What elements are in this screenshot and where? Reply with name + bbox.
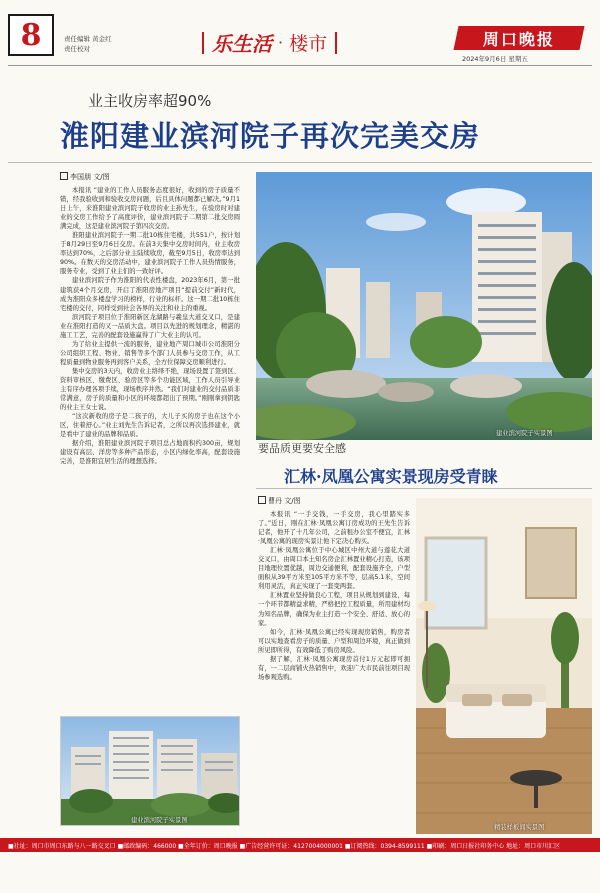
main-garden-photo	[256, 172, 592, 440]
article-byline: 李国朋 文/图	[60, 172, 110, 182]
feature-paragraph: 汇林·凤凰公寓位于中心城区中州大道与莲花大道交叉口，由周口本土知名房企汇林置业精心打造，该项目地理位置优越，周边交通便利，配套设施齐全，户型面积从39平方米至105平方米不等，层高5.1米，空间利用灵活，真正实现了一套变两套。	[258, 547, 410, 591]
article-body	[60, 186, 240, 708]
feature-kicker: 要品质更要安全感	[258, 442, 346, 455]
article-paragraph: 集中交房的3天内，收房业主络绎不绝，现场设置了签到区、资料审核区、缴费区、验房区等多个功能区域，工作人员引导业主有序办理各项手续，现场秩序井然。“我们对建业的交付品质非常满意，房子的质量和小区的环境都超出了预期。”刚刚拿到钥匙的业主王女士说。	[60, 367, 240, 412]
interior-photo	[416, 498, 592, 834]
interior-photo-caption: 精装样板间实景图	[494, 824, 545, 831]
building-photo-illustration	[61, 717, 240, 826]
article-headline: 淮阳建业滨河院子再次完美交房	[60, 119, 481, 153]
page-number: 8	[8, 14, 54, 56]
garden-photo-illustration	[256, 172, 592, 440]
feature-paragraph: 汇林置业坚持做良心工程，项目从规划到建设，每一个环节都精益求精，严格把控工程质量，所用建材均为知名品牌，确保为业主打造一个安全、舒适、放心的家。	[258, 592, 410, 627]
article-paragraph: 为了给业主提供一流的服务，建业地产周口城市公司淮阳分公司组织工程、物业、销售等多个部门人员参与交房工作，从工程质量到物业服务再到客户关系，全方位保障交房顺利进行。	[60, 340, 240, 366]
footer-info: ■社址：周口市周口东路与八一路交叉口 ■邮政编码：466000 ■全年订价：周口晚报 ■广告经营许可证：4127004000001 ■订阅热线：0394-8599111 ■印刷：周口日报社印务中心 地址：周口市川汇区	[8, 842, 561, 850]
section-name: 乐生活	[212, 32, 272, 56]
feature-byline: 曹丹 文/图	[258, 496, 301, 506]
article-paragraph: 建业滨河院子作为淮阳的代表性楼盘，2023年6月，第一批建筑获4个月交房，开启了淮阳房地产项目“提前交付”新时代，成为淮阳众多楼盘学习的榜样，行业的标杆。这一期二批10栋住宅楼的交付，同样受到社会各界的关注和业主的重视。	[60, 277, 240, 312]
newspaper-masthead	[453, 26, 584, 50]
page-footer	[0, 838, 600, 852]
editor-credit: 责任编辑 黄金红	[64, 35, 112, 43]
interior-photo-illustration	[416, 498, 592, 834]
feature-paragraph: 如今，汇林·凤凰公寓已经实现现房销售，购房者可以实地查看房子的质量、户型和周边环境，真正做到所见即所得，有效降低了购房风险。	[258, 628, 410, 654]
page-header	[0, 0, 600, 70]
article-kicker: 业主收房率超90%	[88, 92, 212, 110]
section-title	[202, 28, 337, 57]
left-photo-caption: 建业滨河院子实景图	[131, 817, 188, 824]
article-paragraph: “这次新收的房子是二孩子的，大儿子买的房子也在这个小区，住着舒心。”业主刘先生告诉记者，之所以再次选择建业，就是看中了建业的品牌和品质。	[60, 413, 240, 439]
feature-body	[258, 510, 410, 832]
headline-divider	[8, 162, 592, 163]
masthead-label: 周口晚报	[482, 29, 555, 49]
issue-date: 2024年9月6日 星期五	[462, 55, 528, 63]
article-paragraph: 淮阳建业滨河院子一期二批10栋住宅楼，共551户，按计划于8月29日至9月6日交房。在前3天集中交房时间内，业主收房率达到70%，之后部分业主陆续收房，截至9月5日，收房率达到90%。在数天的交房活动中，建业滨河院子工作人员热情服务，服务专业，受到了业主们的一致好评。	[60, 232, 240, 276]
section-dot: ·	[278, 33, 284, 52]
article-paragraph: 据介绍，淮阳建业滨河院子项目总占地面积约300亩，规划建设有高层、洋房等多种产品形态，小区内绿化率高，配套设施完善，是淮阳宜居生活的理想选择。	[60, 440, 240, 466]
header-divider	[8, 65, 592, 66]
main-photo-caption: 建业滨河院子实景图	[496, 430, 553, 437]
article-paragraph: 本报讯 “建业的工作人员服务态度很好，收到的房子质量不错，经我验收到和验收交房问题，后且具体问题都已解决。”9月1日上午，来淮阳建业滨河院子收房的业主孙先生，在验房时对建业的交房工作给予了高度评价，建业滨河院子二期第二批交房圆满完成，这是建业滨河院子第四次交房。	[60, 187, 240, 231]
feature-paragraph: 本报讯 “一手交钱，一手交房，我心里踏实多了。”近日，刚在汇林·凤凰公寓订房成功的王先生告诉记者，他开了十几年公司，之前租办公室不便宜，汇林·凤凰公寓的现房实景让他下定决心购买。	[258, 511, 410, 546]
proofreader-credit: 责任校对	[64, 45, 90, 53]
feature-divider	[256, 488, 592, 489]
feature-paragraph: 据了解，汇林·凤凰公寓现房首付1万元起即可拥有，一二层商铺火热销售中，欢迎广大市民前往项目现场参观选购。	[258, 655, 410, 681]
section-bar-right	[335, 32, 337, 54]
section-subname: 楼市	[289, 33, 328, 55]
feature-headline: 汇林·凤凰公寓实景现房受青睐	[284, 467, 498, 486]
left-building-photo	[60, 716, 240, 826]
article-paragraph: 滨河院子项目位于淮阳新区龙湖路与羲皇大道交叉口，是建业在淮阳打造的又一品质大盘。项目以先进的规划理念，精湛的施工工艺，完善的配套设施赢得了广大业主的认可。	[60, 313, 240, 339]
